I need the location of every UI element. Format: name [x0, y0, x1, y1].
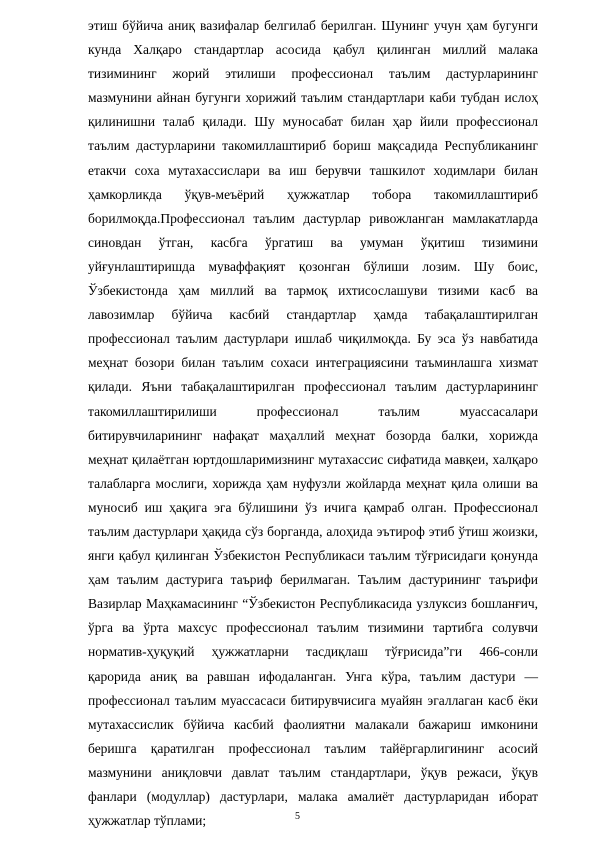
body-paragraph: этиш бўйича аниқ вазифалар белгилаб берилган. Шунинг учун ҳам бугунги кунда Халқаро стандартлар асосида қабул қилинган миллий малака тизимининг жорий этилиши профессионал таълим дастурларининг мазмунини айнан бугунги хорижий таълим стандартлари каби тубдан ислоҳ қилинишни талаб қилади. Шу муносабат билан ҳар йили профессионал таълим дастурларини такомиллаштириб бориш мақсадида Республиканинг етакчи соха мутахассислари ва иш берувчи ташкилот ходимлари билан ҳамкорликда ўқув-меъёрий ҳужжатлар тобора такомиллаштириб борилмоқда.Профессионал таълим дастурлар ривожланган мамлакатларда синовдан ўтган, касбга ўргатиш ва умуман ўқитиш тизимини уйғунлаштиришда муваффақият қозонган бўлиши лозим. Шу боис, Ўзбекистонда ҳам миллий ва тармоқ ихтисослашуви тизими касб ва лавозимлар бўйича касбий стандартлар ҳамда табақалаштирилган профессионал таълим дастурлари ишлаб чиқилмоқда. Бу эса ўз навбатида меҳнат бозори билан таълим сохаси интеграциясини таъминлашга хизмат қилади. Яъни табақалаштирилган профессионал таълим дастурларининг такомиллаштирилиши профессионал таълим муассасалари битирувчиларининг нафақат маҳаллий меҳнат бозорда балки, хорижда меҳнат қилаётган юртдошларимизнинг мутахассис сифатида мавқеи, халқаро талабларга мослиги, хорижда ҳам нуфузли жойларда меҳнат қила олиши ва муносиб иш ҳақига эга бўлишини ўз ичига қамраб олган. Профессионал таълим дастурлари ҳақида сўз борганда, алоҳида эътироф этиб ўтиш жоизки, янги қабул қилинган Ўзбекистон Республикаси таълим тўғрисидаги қонунда ҳам таълим дастурига таъриф берилмаган. Таълим дастурининг таърифи Вазирлар Маҳкамасининг “Ўзбекистон Республикасида узлуксиз бошланғич, ўрга ва ўрта махсус профессионал таълим тизимини тартибга солувчи норматив-ҳуқуқий ҳужжатларни тасдиқлаш тўғрисида”ги 466-сонли қарорида аниқ ва равшан ифодаланган. Унга кўра, таълим дастури — профессионал таълим муассасаси битирувчисига муайян эгаллаган касб ёки мутахассислик бўйича касбий фаолиятни малакали бажариш имконини беришга қаратилган профессионал таълим тайёргарлигининг асосий мазмунини аниқловчи давлат таълим стандартлари, ўқув режаси, ўқув фанлари (модуллар) дастурлари, малака амалиёт дастурларидан иборат ҳужжатлар тўплами;	[88, 18, 538, 829]
page-number: 5	[295, 811, 300, 822]
page-content	[88, 14, 538, 833]
